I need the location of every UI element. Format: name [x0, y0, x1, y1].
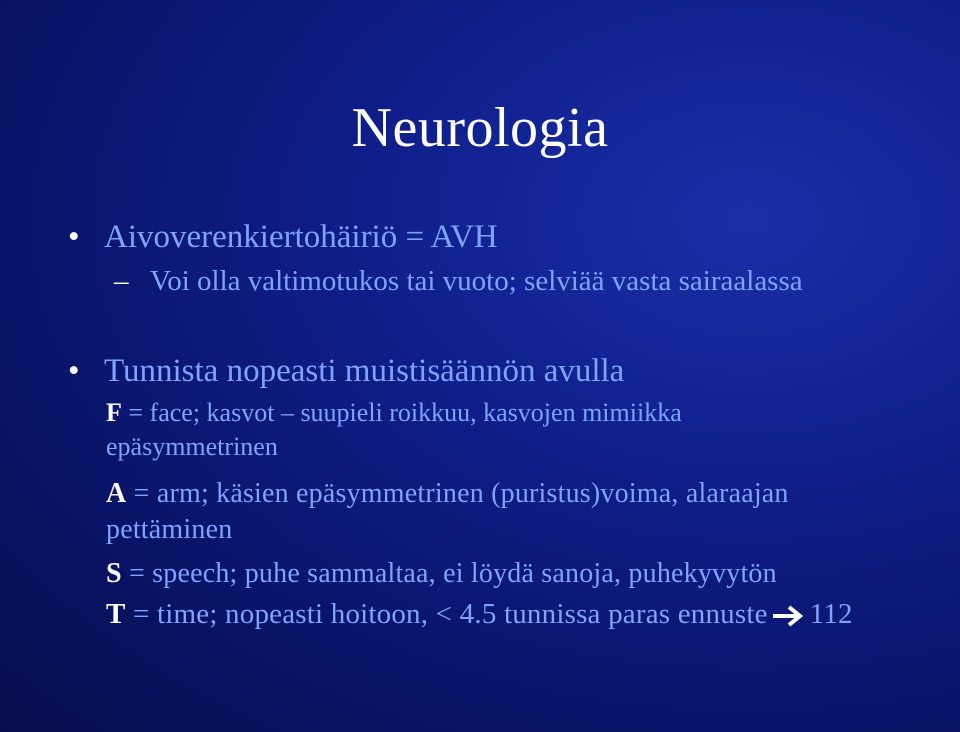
- fast-key-s: S: [106, 558, 122, 589]
- sub-bullet-text: Voi olla valtimotukos tai vuoto; selviää vasta sairaalassa: [150, 265, 803, 297]
- bullet-icon: •: [68, 353, 80, 389]
- fast-time-text: = time; nopeasti hoitoon, < 4.5 tunnissa paras ennuste: [125, 598, 768, 630]
- fast-key-a: A: [106, 478, 127, 509]
- arrow-right-icon: [772, 605, 804, 627]
- fast-key-f: F: [106, 398, 122, 427]
- fast-speech-text: = speech; puhe sammaltaa, ei löydä sanoja, puhekyvytön: [121, 558, 777, 589]
- dash-icon: –: [114, 265, 129, 297]
- fast-face-item: [106, 396, 936, 464]
- fast-speech-item: [106, 556, 936, 592]
- sub-bullet-item: [114, 264, 803, 298]
- bullet-text: Aivoverenkiertohäiriö = AVH: [104, 219, 498, 255]
- bullet-icon: •: [68, 219, 80, 255]
- fast-arm-item: [106, 476, 936, 548]
- bullet-item-avh: [68, 218, 498, 256]
- fast-face-text: = face; kasvot – suupieli roikkuu, kasvojen mimiikka: [121, 398, 682, 427]
- fast-arm-text: = arm; käsien epäsymmetrinen (puristus)voima, alaraajan: [126, 478, 789, 509]
- bullet-text: Tunnista nopeasti muistisäännön avulla: [104, 353, 625, 389]
- fast-time-item: [106, 596, 936, 632]
- fast-arm-text-cont: pettäminen: [106, 514, 233, 545]
- fast-key-t: T: [106, 598, 126, 630]
- fast-face-text-cont: epäsymmetrinen: [106, 432, 278, 461]
- emergency-number: 112: [809, 598, 853, 630]
- slide-title: Neurologia: [351, 97, 609, 159]
- bullet-item-fast: [68, 352, 624, 390]
